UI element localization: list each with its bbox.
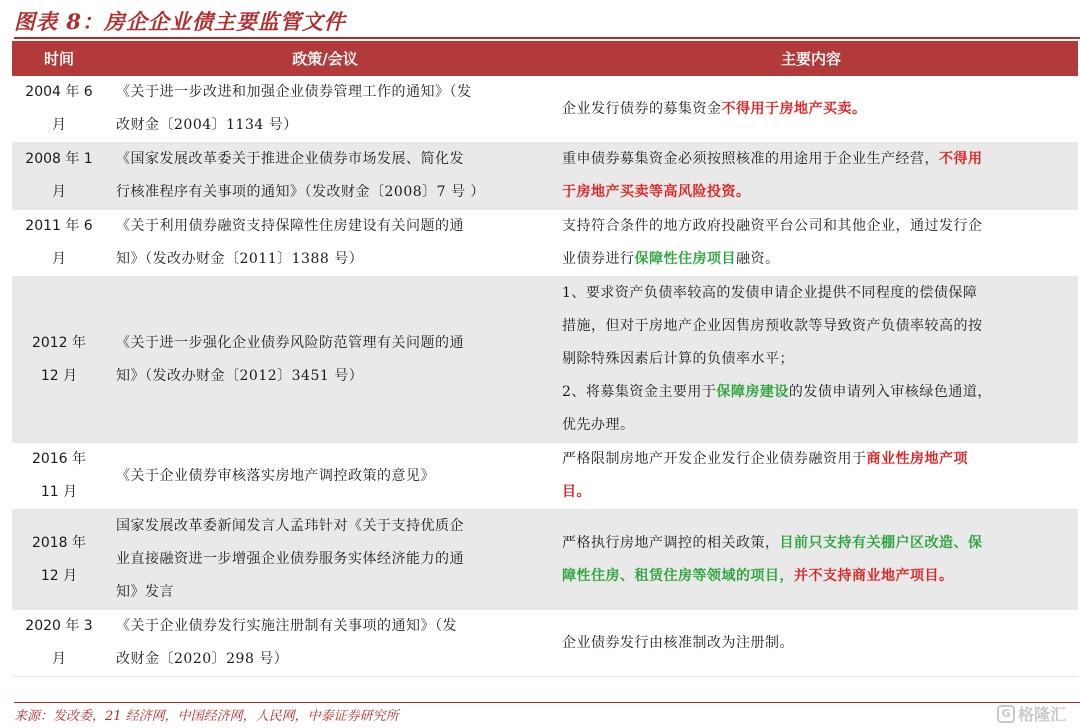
time-line: 2004 年 6	[25, 84, 93, 100]
content-line	[562, 143, 1064, 176]
table-row	[12, 443, 1078, 510]
header-policy: 政策/会议	[106, 41, 544, 76]
content-line	[562, 527, 1064, 560]
time-line: 月	[52, 251, 66, 267]
time-line: 2012 年	[31, 334, 87, 351]
time-line: 月	[52, 117, 66, 133]
content-line	[562, 409, 1064, 442]
table-row	[12, 76, 1078, 143]
policy-line: 国家发展改革委新闻发言人孟玮针对《关于支持优质企	[116, 518, 464, 534]
time-line: 12 月	[40, 367, 78, 384]
cell-policy	[106, 277, 544, 443]
content-line	[562, 343, 1064, 376]
cell-policy	[106, 76, 544, 143]
content-text: 严格执行房地产调控的相关政策，	[562, 534, 780, 551]
policy-line: 知》（发改办财金〔2011〕1388 号）	[116, 251, 364, 267]
content-text: 剔除特殊因素后计算的负债率水平；	[562, 351, 794, 367]
cell-content	[544, 277, 1078, 443]
cell-policy	[106, 610, 544, 677]
content-line	[562, 310, 1064, 343]
cell-time	[12, 76, 106, 143]
policy-line: 《关于进一步强化企业债券风险防范管理有关问题的通	[116, 334, 464, 351]
table-row	[12, 610, 1078, 677]
watermark-text: 格隆汇	[1017, 705, 1066, 724]
time-line: 11 月	[40, 484, 78, 500]
cell-policy	[106, 210, 544, 277]
highlight-red-text: 商业性房地产项	[866, 451, 968, 467]
highlight-green-text: 目前只支持有关棚户区改造、保	[779, 534, 983, 551]
content-text: 重申债券募集资金必须按照核准的用途用于企业生产经营，	[562, 151, 939, 167]
table-row	[12, 510, 1078, 610]
header-time: 时间	[12, 41, 106, 76]
highlight-green-text: 保障性住房项目	[634, 251, 736, 267]
content-text: 严格限制房地产开发企业发行企业债券融资用于	[562, 451, 867, 467]
cell-time	[12, 210, 106, 277]
content-text: 支持符合条件的地方政府投融资平台公司和其他企业，通过发行企	[562, 218, 983, 234]
cell-time	[12, 510, 106, 610]
cell-content	[544, 443, 1078, 510]
watermark-logo-icon: G	[997, 705, 1015, 723]
cell-time	[12, 443, 106, 510]
content-text: 融资。	[736, 251, 780, 267]
highlight-red-text: 不得用	[939, 151, 983, 167]
policy-line: 《关于企业债券审核落实房地产调控政策的意见》	[116, 467, 435, 484]
time-line: 月	[52, 184, 66, 200]
time-line: 2016 年	[31, 451, 87, 467]
cell-content	[544, 610, 1078, 677]
policy-line: 知》发言	[116, 584, 174, 600]
policy-line: 改财金〔2020〕298 号）	[116, 651, 289, 667]
watermark	[997, 702, 1066, 725]
policy-line: 改财金〔2004〕1134 号）	[116, 117, 298, 133]
policy-line: 《关于进一步改进和加强企业债券管理工作的通知》（发	[116, 84, 472, 100]
table-row	[12, 277, 1078, 443]
cell-policy	[106, 143, 544, 210]
content-text: 企业债券发行由核准制改为注册制。	[562, 634, 794, 651]
title-rule	[14, 37, 1080, 39]
policy-line: 业直接融资进一步增强企业债券服务实体经济能力的通	[116, 551, 464, 567]
content-text: 优先办理。	[562, 417, 635, 433]
highlight-green-text: 障性住房、租赁住房等领域的项目，	[562, 567, 794, 584]
time-line: 2020 年 3	[25, 618, 93, 634]
content-text: 的发债申请列入审核绿色通道，	[788, 384, 992, 400]
table-row	[12, 210, 1078, 277]
content-text: 1、要求资产负债率较高的发债申请企业提供不同程度的偿债保障	[562, 285, 978, 301]
cell-policy	[106, 443, 544, 510]
cell-time	[12, 610, 106, 677]
cell-time	[12, 143, 106, 210]
figure-title: 图表 8：房企企业债主要监管文件	[14, 9, 346, 34]
content-line	[562, 243, 1064, 276]
policy-line: 行核准程序有关事项的通知》（发改财金〔2008〕7 号 ）	[116, 184, 485, 200]
content-line	[562, 560, 1064, 593]
table-body	[12, 76, 1078, 677]
content-line	[562, 93, 1064, 126]
table-header-row	[12, 41, 1078, 76]
time-line: 2018 年	[31, 534, 87, 551]
highlight-red-text: 目。	[562, 484, 591, 500]
time-line: 12 月	[40, 567, 78, 584]
cell-content	[544, 210, 1078, 277]
content-text: 业债券进行	[562, 251, 635, 267]
footer-rule	[14, 702, 1080, 703]
highlight-red-text: 于房地产买卖等高风险投资。	[562, 184, 751, 200]
content-line	[562, 277, 1064, 310]
source-note: 来源：发改委，21 经济网，中国经济网，人民网，中泰证券研究所	[14, 709, 399, 724]
time-line: 2011 年 6	[25, 218, 93, 234]
content-line	[562, 176, 1064, 209]
regulation-table	[12, 41, 1078, 677]
header-content: 主要内容	[544, 41, 1078, 76]
content-text: 措施，但对于房地产企业因售房预收款等导致资产负债率较高的按	[562, 318, 983, 334]
cell-policy	[106, 510, 544, 610]
policy-line: 知》（发改办财金〔2012〕3451 号）	[116, 367, 364, 384]
cell-content	[544, 76, 1078, 143]
highlight-red-text: 不得用于房地产买卖。	[721, 100, 867, 117]
highlight-red-text: 并不支持商业地产项目。	[794, 567, 954, 584]
policy-line: 《国家发展改革委关于推进企业债券市场发展、简化发	[116, 151, 464, 167]
content-line	[562, 376, 1064, 409]
time-line: 2008 年 1	[25, 151, 93, 167]
content-line	[562, 210, 1064, 243]
table-row	[12, 143, 1078, 210]
policy-line: 《关于企业债券发行实施注册制有关事项的通知》（发	[116, 618, 457, 634]
time-line: 月	[52, 651, 66, 667]
title-bar	[0, 0, 1080, 40]
content-line	[562, 476, 1064, 509]
content-text: 企业发行债券的募集资金	[562, 100, 722, 117]
highlight-green-text: 保障房建设	[716, 384, 789, 400]
content-line	[562, 627, 1064, 660]
content-line	[562, 443, 1064, 476]
cell-content	[544, 510, 1078, 610]
cell-content	[544, 143, 1078, 210]
policy-line: 《关于利用债券融资支持保障性住房建设有关问题的通	[116, 218, 464, 234]
cell-time	[12, 277, 106, 443]
content-text: 2、将募集资金主要用于	[562, 384, 717, 400]
